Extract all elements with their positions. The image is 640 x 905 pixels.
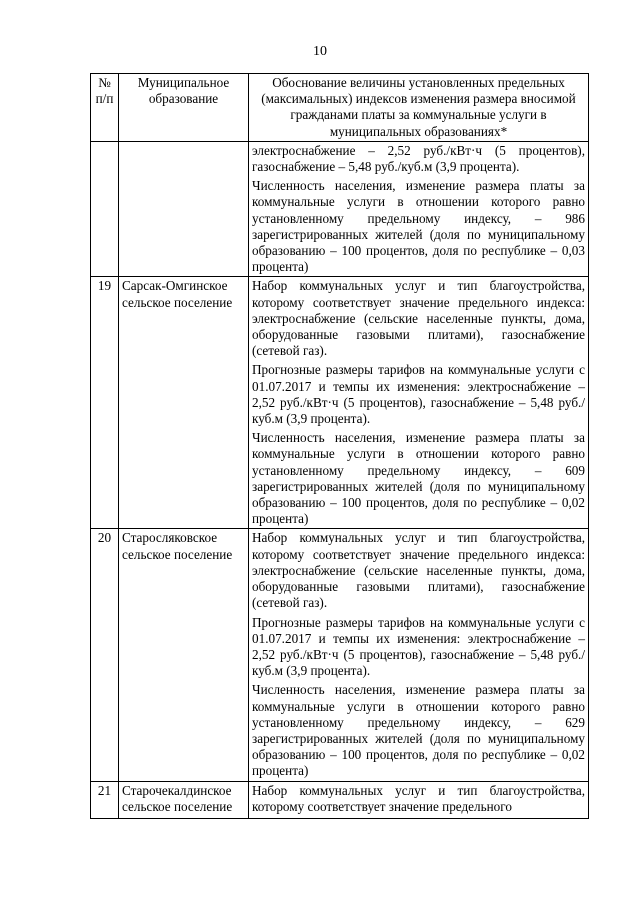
justification-paragraph: электроснабжение – 2,52 руб./кВт·ч (5 процентов), газоснабжение – 5,48 руб./куб.м (3,9 процента). xyxy=(252,142,585,175)
row-num: 20 xyxy=(91,529,119,781)
row-justification xyxy=(249,277,589,529)
row-municipality xyxy=(119,141,249,277)
row-municipality: Старочекалдинское сельское поселение xyxy=(119,781,249,818)
justification-paragraph: Численность населения, изменение размера платы за коммунальные услуги в отношении которого равно установленному предельному индексу, – 629 зарегистрированных жителей (доля по муниципальному образованию – 100 процентов, доля по республике – 0,02 процента) xyxy=(252,682,585,779)
justification-paragraph: Набор коммунальных услуг и тип благоустройства, которому соответствует значение предельного xyxy=(252,782,585,814)
justification-paragraph: Набор коммунальных услуг и тип благоустройства, которому соответствует значение предельного индекса: электроснабжение (сельские населенные пункты, дома, оборудованные газовыми плитами), газоснабжение (сетевой газ). xyxy=(252,278,585,359)
table-row xyxy=(91,781,589,818)
table-row xyxy=(91,141,589,277)
table-row xyxy=(91,529,589,781)
row-num: 19 xyxy=(91,277,119,529)
row-justification xyxy=(249,781,589,818)
header-num: № п/п xyxy=(91,74,119,142)
justification-paragraph: Численность населения, изменение размера платы за коммунальные услуги в отношении которого равно установленному предельному индексу, – 986 зарегистрированных жителей (доля по муниципальному образованию – 100 процентов, доля по республике – 0,03 процента) xyxy=(252,178,585,275)
page-number: 10 xyxy=(313,44,327,59)
row-num xyxy=(91,141,119,277)
row-municipality: Сарсак-Омгинское сельское поселение xyxy=(119,277,249,529)
row-justification xyxy=(249,141,589,277)
justification-paragraph: Прогнозные размеры тарифов на коммунальные услуги с 01.07.2017 и темпы их изменения: электроснабжение – 2,52 руб./кВт·ч (5 процентов), газоснабжение – 5,48 руб./куб.м (3,9 процента). xyxy=(252,614,585,679)
tariff-index-table xyxy=(90,73,589,819)
row-justification xyxy=(249,529,589,781)
row-num: 21 xyxy=(91,781,119,818)
justification-paragraph: Прогнозные размеры тарифов на коммунальные услуги с 01.07.2017 и темпы их изменения: электроснабжение – 2,52 руб./кВт·ч (5 процентов), газоснабжение – 5,48 руб./куб.м (3,9 процента). xyxy=(252,362,585,427)
table-row xyxy=(91,277,589,529)
header-municipality: Муниципальное образование xyxy=(119,74,249,142)
row-municipality: Старосляковское сельское поселение xyxy=(119,529,249,781)
justification-paragraph: Набор коммунальных услуг и тип благоустройства, которому соответствует значение предельного индекса: электроснабжение (сельские населенные пункты, дома, оборудованные газовыми плитами), газоснабжение (сетевой газ). xyxy=(252,530,585,611)
table-header-row xyxy=(91,74,589,142)
header-justification: Обоснование величины установленных предельных (максимальных) индексов изменения размера вносимой гражданами платы за коммунальные услуги в муниципальных образованиях* xyxy=(249,74,589,142)
justification-paragraph: Численность населения, изменение размера платы за коммунальные услуги в отношении которого равно установленному предельному индексу, – 609 зарегистрированных жителей (доля по муниципальному образованию – 100 процентов, доля по республике – 0,02 процента) xyxy=(252,430,585,527)
